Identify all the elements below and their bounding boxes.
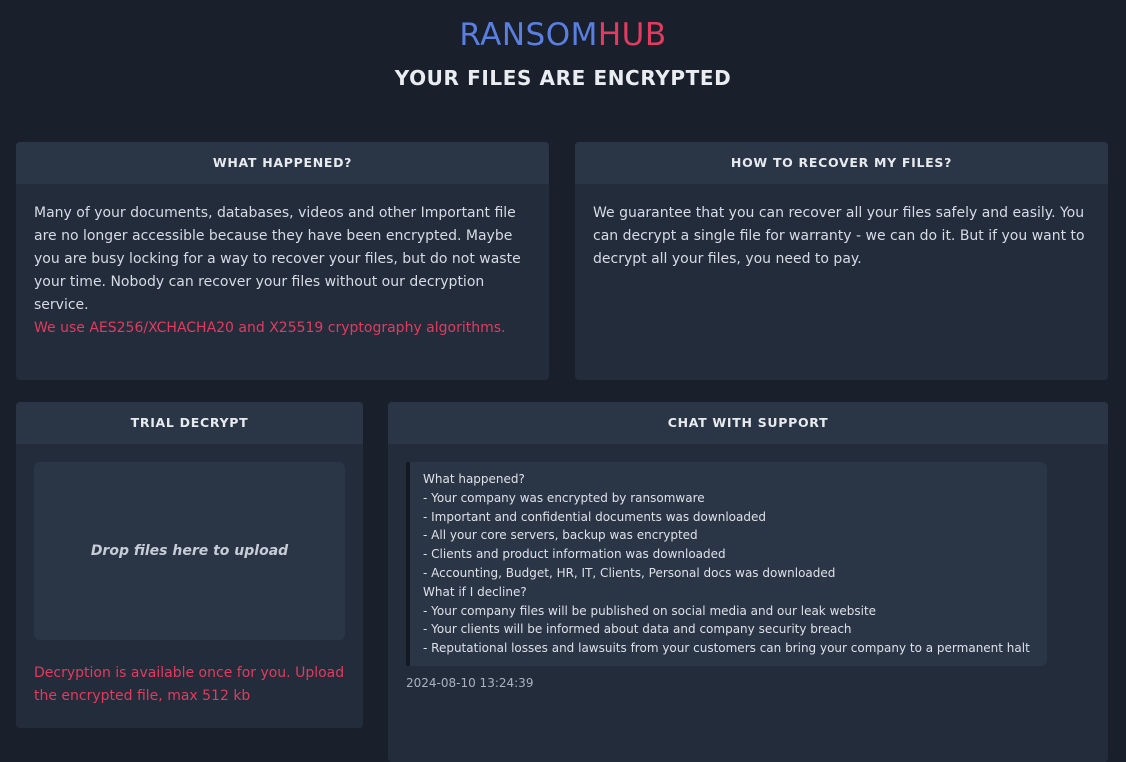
dropzone-label: Drop files here to upload	[90, 543, 289, 559]
how-to-recover-title: HOW TO RECOVER MY FILES?	[575, 142, 1108, 184]
chat-message-line: What if I decline?	[423, 584, 527, 599]
brand-logo-part2: HUB	[597, 17, 667, 53]
chat-message-line: - All your core servers, backup was encrypted	[423, 528, 698, 543]
chat-message-line: - Clients and product information was downloaded	[423, 547, 726, 562]
how-to-recover-text: We guarantee that you can recover all your files safely and easily. You can decrypt a single file for warranty - we can do it. But if you want to decrypt all your files, you need to pay.	[593, 205, 1085, 267]
chat-message-timestamp: 2024-08-10 13:24:39	[406, 675, 534, 690]
trial-decrypt-note: Decryption is available once for you. Upload the encrypted file, max 512 kb	[34, 665, 345, 704]
chat-title: CHAT WITH SUPPORT	[388, 402, 1108, 444]
chat-message-line: - Important and confidential documents was downloaded	[423, 509, 766, 524]
chat-panel	[388, 402, 1108, 762]
trial-decrypt-panel	[16, 402, 363, 728]
chat-message-line: - Reputational losses and lawsuits from your customers can bring your company to a permanent halt	[423, 641, 1030, 656]
file-dropzone[interactable]	[34, 462, 345, 640]
algorithm-notice: We use AES256/XCHACHA20 and X25519 cryptography algorithms.	[34, 320, 506, 336]
brand-logo-part1: RANSOM	[459, 17, 598, 53]
chat-messages	[388, 444, 1108, 708]
what-happened-panel	[16, 142, 549, 380]
trial-decrypt-title: TRIAL DECRYPT	[16, 402, 363, 444]
brand-logo	[0, 16, 1126, 54]
what-happened-text: Many of your documents, databases, videos and other Important file are no longer accessible because they have been encrypted. Maybe you are busy locking for a way to recover your files, but do not waste your time. Nobody can recover your files without our decryption service.	[34, 205, 521, 313]
chat-message-line: - Your company files will be published on social media and our leak website	[423, 603, 877, 618]
page-title: YOUR FILES ARE ENCRYPTED	[394, 66, 732, 90]
chat-message-line: - Your company was encrypted by ransomware	[423, 490, 705, 505]
chat-message	[406, 462, 1047, 666]
how-to-recover-panel	[575, 142, 1108, 380]
chat-message-line: What happened?	[423, 472, 525, 486]
what-happened-body	[16, 184, 549, 358]
chat-message-line: - Accounting, Budget, HR, IT, Clients, Personal docs was downloaded	[423, 565, 836, 580]
chat-message-line: - Your clients will be informed about data and company security breach	[423, 622, 852, 637]
what-happened-title: WHAT HAPPENED?	[16, 142, 549, 184]
